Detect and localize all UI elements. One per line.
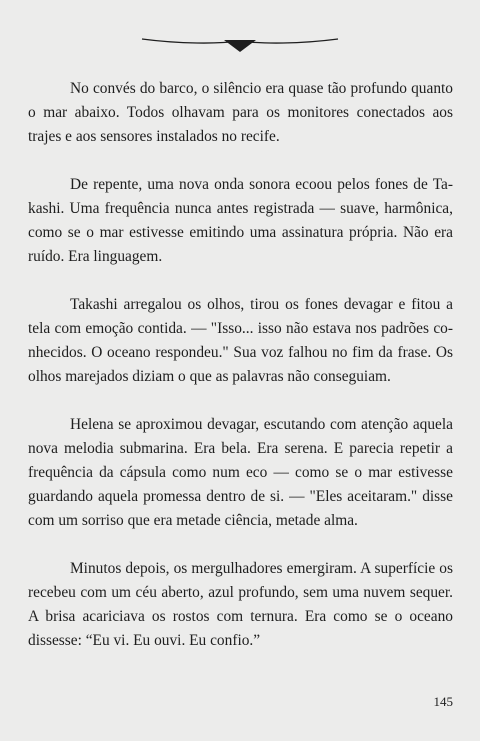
paragraph-5: Minutos depois, os mergulhadores emergiram. A superfície os recebeu com um céu aberto, azul profundo, sem uma nuvem sequer. A brisa acariciava os rostos com ternura. Era como se o oceano dissesse: “Eu vi. Eu ouvi. Eu confio.” <box>28 560 453 649</box>
paragraph-1: No convés do barco, o silêncio era quase tão profundo quanto o mar abaixo. Todos olhavam para os monitores conectados aos trajes e aos sensores instalados no recife. <box>28 80 453 145</box>
page-number: 145 <box>433 694 453 709</box>
paragraph-4: Helena se aproximou devagar, escutando com atenção aquela nova melodia submarina. Era bela. Era serena. E parecia repetir a frequência da cápsula como num eco — como se o mar estivesse guardando aquela promessa dentro de si. — "Eles aceitaram." disse com um sorriso que era metade ciência, metade alma. <box>28 416 453 529</box>
body-text <box>28 77 453 653</box>
paragraph-2: De repente, uma nova onda sonora ecoou pelos fones de Takashi. Uma frequência nunca antes registrada — suave, harmônica, como se o mar estivesse emitindo uma assinatura própria. Não era ruído. Era linguagem. <box>28 176 453 265</box>
paragraph-3: Takashi arregalou os olhos, tirou os fones devagar e fitou a tela com emoção contida. — "Isso... isso não estava nos padrões conhecidos. O oceano respondeu." Sua voz falhou no fim da frase. Os olhos marejados diziam o que as palavras não conseguiam. <box>28 296 453 385</box>
flourish-divider-icon <box>140 30 340 54</box>
